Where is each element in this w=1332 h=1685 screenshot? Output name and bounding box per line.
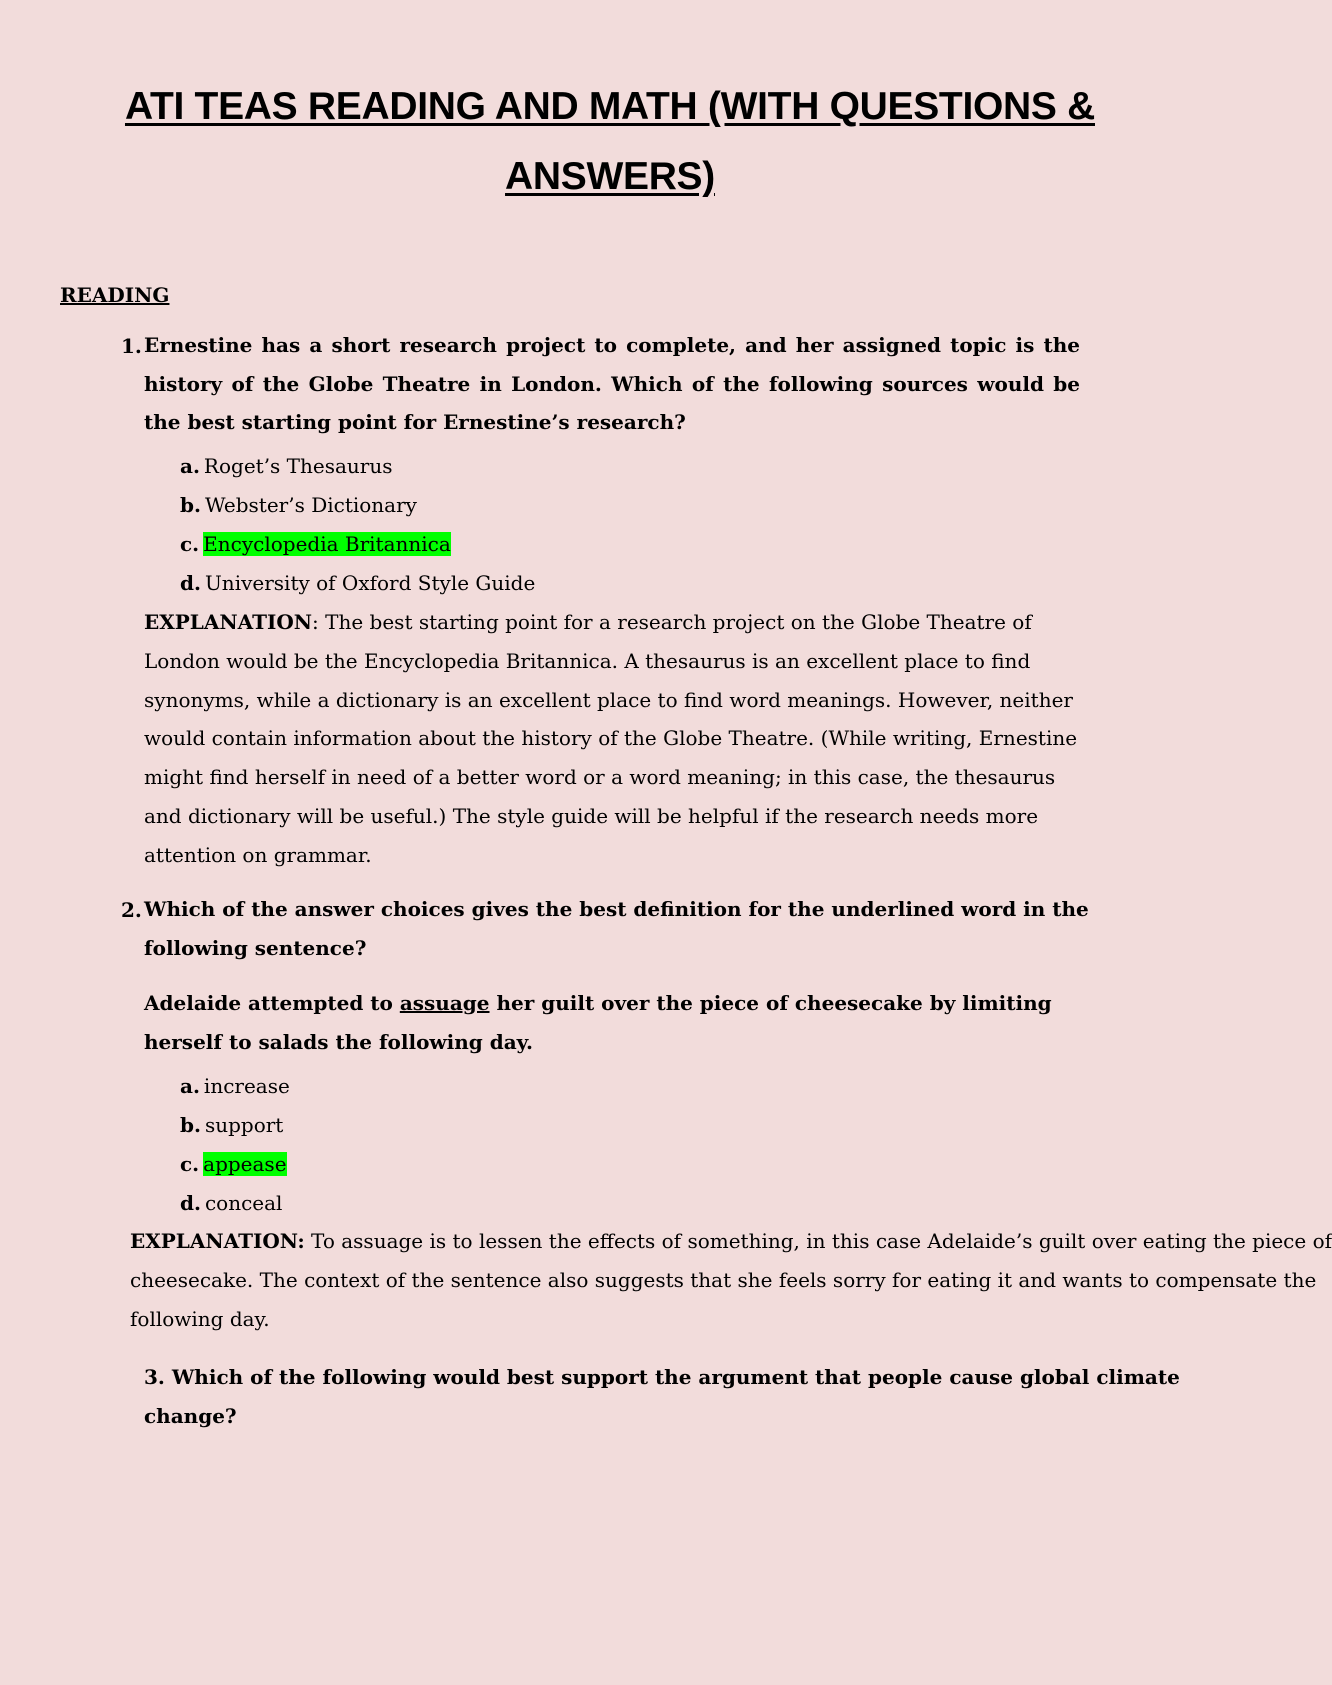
explanation-text: : The best starting point for a research project on the Globe Theatre of London would be the Encyclopedia Britannica. A thesaurus is an excellent place to find synonyms, while a dictionary is an excellent place to find word meanings. However, neither would contain information about the history of the Globe Theatre. (While writing, Ernestine might find herself in need of a better word or a word meaning; in this case, the thesaurus and dictionary will be useful.) The style guide will be helpful if the research needs more attention on grammar. — [144, 610, 1078, 867]
question-2-text-line-2: following sentence? — [144, 936, 367, 960]
option-text: University of Oxford Style Guide — [204, 571, 536, 595]
question-3-text-line-1: 3. Which of the following would best support the argument that people cause global climate — [144, 1365, 1180, 1389]
question-3-text-line-2: change? — [144, 1404, 237, 1428]
q2-example-sentence — [144, 984, 1089, 1061]
question-1-text: Ernestine has a short research project to complete, and her assigned topic is the history of the Globe Theatre in London. Which of the following sources would be the best starting point for Ernestine’s research? — [144, 333, 1080, 434]
option-label: d. — [180, 571, 201, 595]
q2-explanation-line-2: cheesecake. The context of the sentence also suggests that she feels sorry for eating it and wants to compensate the — [130, 1268, 1317, 1292]
q1-explanation — [144, 603, 1089, 875]
option-label: d. — [180, 1191, 201, 1215]
q2-option-a — [180, 1073, 290, 1099]
q2-option-d — [180, 1190, 282, 1216]
correct-answer-highlight: Encyclopedia Britannica — [203, 532, 451, 556]
q2-explanation-line-1 — [130, 1222, 1332, 1261]
question-2-number: 2. — [121, 898, 142, 922]
question-1-number: 1. — [121, 334, 142, 358]
option-label: c. — [180, 1152, 200, 1176]
question-2-text-line-1: Which of the answer choices gives the best definition for the underlined word in the — [144, 897, 1089, 921]
q1-option-a — [180, 453, 393, 479]
option-text: Webster’s Dictionary — [204, 493, 417, 517]
option-text: Roget’s Thesaurus — [203, 454, 393, 478]
option-text: conceal — [204, 1191, 283, 1215]
sentence-part: her guilt over the piece of cheesecake by limiting herself to salads the following day. — [144, 991, 1052, 1054]
q1-option-d — [180, 570, 535, 596]
option-label: b. — [180, 493, 201, 517]
option-label: a. — [180, 454, 200, 478]
q1-option-b — [180, 492, 417, 518]
sentence-part: Adelaide attempted to — [144, 991, 400, 1015]
explanation-text: To assuage is to lessen the effects of something, in this case Adelaide’s guilt over eating the piece of — [304, 1229, 1332, 1253]
q2-option-b — [180, 1112, 283, 1138]
option-text: increase — [203, 1074, 290, 1098]
option-label: c. — [180, 532, 200, 556]
explanation-label: EXPLANATION — [144, 610, 313, 634]
correct-answer-highlight: appease — [203, 1152, 287, 1176]
document-title: ATI TEAS READING AND MATH (WITH QUESTIONS & ANSWERS) — [124, 85, 1095, 198]
explanation-label: EXPLANATION: — [130, 1229, 305, 1253]
q1-option-c — [180, 531, 451, 557]
option-label: a. — [180, 1074, 200, 1098]
q2-explanation-line-3: following day. — [130, 1307, 270, 1331]
underlined-word: assuage — [399, 991, 490, 1015]
option-label: b. — [180, 1113, 201, 1137]
section-heading-reading: READING — [60, 283, 170, 307]
option-text: support — [204, 1113, 284, 1137]
q2-option-c — [180, 1151, 287, 1177]
